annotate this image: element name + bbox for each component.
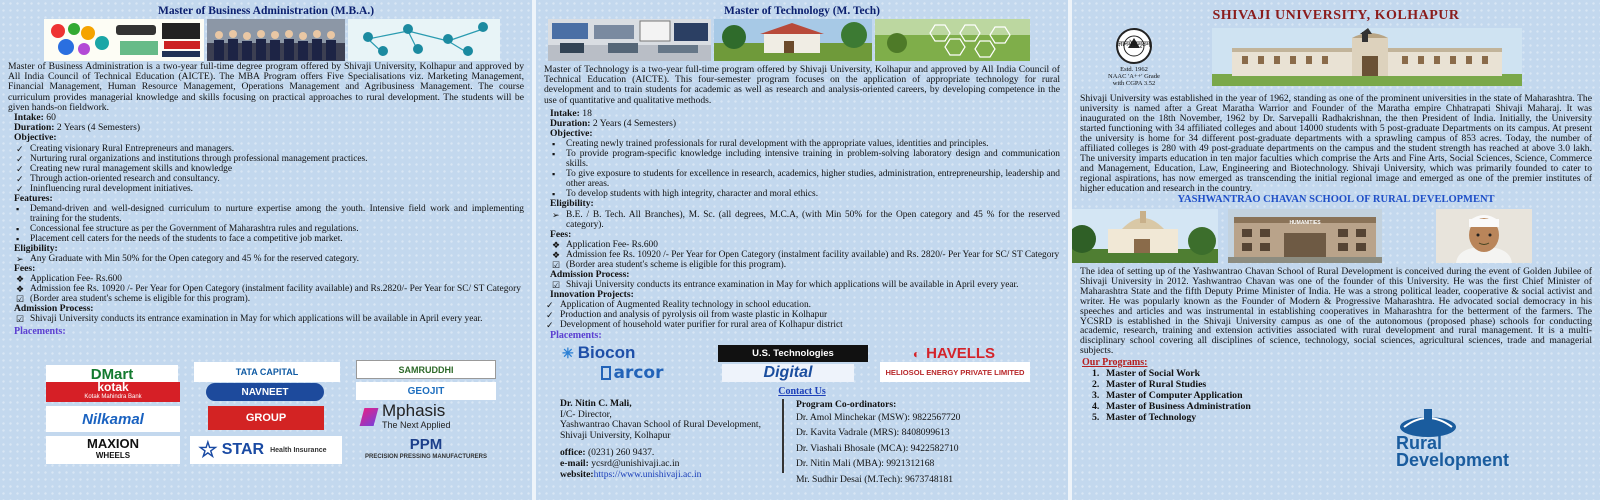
seal-estd: Estd. 1962	[1120, 66, 1148, 73]
mba-feature-text: Placement cell caters for the needs of the students to face a competitive job market.	[30, 233, 343, 244]
diamond-bullet-icon: ❖	[552, 239, 561, 250]
mtech-intake-value: 18	[582, 107, 592, 119]
mba-intake-value: 60	[46, 112, 56, 124]
seal-text	[1086, 66, 1182, 87]
list-item	[16, 153, 524, 164]
mtech-objective-text: Creating newly trained professionals for rural development with the appropriate values, identities and principles.	[566, 139, 989, 150]
kotak-logo	[46, 382, 180, 402]
ppm-logo-subtext: PRECISION PRESSING MANUFACTURERS	[364, 454, 487, 460]
mtech-green-house-photo	[714, 19, 872, 61]
mba-photo-row	[0, 19, 532, 61]
mtech-intake-label: Intake:	[550, 107, 580, 119]
navneet-logo: NAVNEET	[206, 383, 324, 401]
mba-students-group-photo	[207, 19, 345, 61]
mtech-duration	[536, 119, 1068, 129]
mba-objective-text: Nurturing rural organizations and institutions through professional management practices.	[30, 153, 368, 164]
list-item	[552, 209, 1060, 230]
havells-logo	[880, 345, 1028, 362]
mba-fees-label: Fees:	[14, 263, 36, 275]
list-item	[16, 233, 524, 244]
mtech-objectives-list	[536, 139, 1068, 199]
mba-intake-label: Intake:	[14, 112, 44, 124]
mba-fees-heading	[0, 264, 532, 274]
contact-office-value: (0231) 260 9437.	[587, 447, 655, 459]
mtech-fees-label: Fees:	[550, 228, 572, 240]
contact-role: I/C- Director,	[560, 408, 612, 420]
mtech-innovation-list	[536, 300, 1068, 330]
list-item	[16, 183, 524, 194]
university-seal	[1086, 28, 1182, 88]
mtech-panel	[536, 0, 1068, 500]
school-heading: YASHWANTRAO CHAVAN SCHOOL OF RURAL DEVELOPMENT	[1177, 194, 1495, 205]
mba-placements-heading: Placements:	[14, 326, 66, 338]
mtech-lab-photo	[548, 19, 711, 61]
mba-admission-label: Admission Process:	[14, 303, 94, 315]
mtech-admission-label: Admission Process:	[550, 268, 630, 280]
mphasis-logo	[356, 402, 496, 434]
mtech-fee-text: Admission fee Rs. 10920 /- Per Year for Open Category (instalment facility available) and Rs. 2820/- Per Year for SC/ ST Category	[566, 249, 1060, 260]
list-item	[16, 314, 524, 325]
check-icon: ✓	[16, 153, 24, 164]
mtech-eligibility-text: B.E. / B. Tech. All Branches), M. Sc. (all degrees, M.C.A, (with Min 50% for the Open category and 45 % for the reserved category).	[566, 209, 1060, 230]
list-item	[16, 173, 524, 184]
mtech-title: Master of Technology (M. Tech)	[724, 5, 880, 17]
list-item	[16, 223, 524, 234]
mtech-duration-label: Duration:	[550, 118, 591, 130]
mba-fee-text: Application Fee- Rs.600	[30, 274, 122, 285]
university-title: SHIVAJI UNIVERSITY, KOLHAPUR	[1212, 8, 1460, 23]
mtech-fee-text: (Border area student's scheme is eligible for this program).	[566, 259, 787, 270]
programs-heading: Our Programs:	[1082, 357, 1148, 369]
check-icon: ✓	[16, 183, 24, 194]
mba-objective-text: Creating new rural management skills and knowledge	[30, 163, 233, 174]
check-icon: ✓	[546, 320, 554, 331]
list-item	[552, 139, 1060, 150]
havells-mark-icon: ◐	[912, 346, 921, 361]
check-icon: ✓	[546, 310, 554, 321]
mba-admission-list	[0, 314, 532, 324]
list-item	[552, 259, 1060, 270]
mtech-photo-row	[536, 19, 1068, 61]
check-icon: ✓	[16, 173, 24, 184]
contact-columns	[536, 399, 1068, 487]
program-name: Master of Computer Application	[1106, 390, 1243, 402]
university-history-text: Shivaji University was established in the year of 1962, standing as one of the prominent universities in the state of Maharashtra. The university is named after a Great Maratha Warrior and Founder of the Maratha empire Chhatrapati Shivaji Maharaj. It was inaugurated on the 18th November, 1962 by Dr. Sarvepalli Radhakrishnan, the then President of India. Initially, the University started functioning with 34 affiliated colleges and about 14000 students with 5 post-graduate Departments on its campus. At present the university is home for 34 different post-graduate departments with a sprawling campus of 853 acres. Today, the number of affiliated colleges is 280 with 49 post-graduate departments on the campus and the student strength has reached at above 3.0 lakh. The university imparts education in ten major faculties which comprise the Arts and Fine Arts, Social Sciences, Science, Commerce and Management, Education, Law, Engineering and Biotechnology. Shivaji University, which was primarily founded to cater to regional aspirations, has now emerged as transcending the initial regional image and emerged as one of the premier institutes of higher education and research in the country.	[1080, 93, 1592, 194]
biocon-logo-text: Biocon	[577, 344, 636, 362]
list-item	[552, 149, 1060, 170]
mba-feature-text: Demand-driven and well-designed curriculum to nurture expertise among the youth. Intensive field work and implementing training for the students.	[30, 203, 524, 224]
dmart-logo: DMart	[46, 365, 178, 383]
mphasis-mark-icon	[360, 408, 379, 426]
mba-eligibility-heading	[0, 244, 532, 254]
list-item	[16, 143, 524, 154]
program-name: Master of Technology	[1106, 412, 1197, 424]
mtech-innovation-label: Innovation Projects:	[550, 289, 634, 301]
program-number: 2.	[1092, 379, 1100, 391]
mtech-admission-text: Shivaji University conducts its entrance examination in May for which applications will be available in April every year.	[566, 280, 1019, 291]
list-item	[16, 294, 524, 305]
mba-intro-text: Master of Business Administration is a two-year full-time degree program offered by Shivaji University, Kolhapur and approved by All India Council of Technical Education (AICTE). The MBA Program offers Five Specialisations viz. Marketing Management, Financial Management, Human Resource Management, Operations Management and Agribusiness Management. The course curriculum provides managerial knowledge and skills focusing on practical approaches to rural development. The students will be given hands-on fieldwork.	[8, 61, 524, 113]
contact-university: Shivaji University, Kolhapur	[560, 429, 671, 441]
mba-objective-label: Objective:	[14, 132, 57, 144]
arcor-logo	[562, 364, 702, 382]
contact-office-label: office:	[560, 447, 586, 459]
mtech-innovation-text: Production and analysis of pyrolysis oil from waste plastic in Kolhapur	[560, 310, 828, 321]
mtech-placements-heading: Placements:	[550, 330, 602, 342]
checkbox-icon: ☑	[552, 259, 561, 270]
havells-logo-text: HAVELLS	[926, 345, 996, 362]
contact-director	[536, 399, 782, 487]
mba-eligibility-label: Eligibility:	[14, 242, 58, 254]
logo-rural-text: Rural	[1396, 433, 1443, 453]
ppm-logo	[354, 438, 498, 464]
star-logo-subtext: Health Insurance	[270, 446, 327, 454]
mtech-agri-tech-photo	[875, 19, 1030, 61]
mtech-objective-text: To develop students with high integrity, character and moral ethics.	[566, 189, 819, 200]
list-item	[552, 169, 1060, 190]
coordinator-item: Dr. Kavita Vadrale (MRS): 8408099613	[796, 427, 950, 439]
mtech-innovation-text: Development of household water purifier for rural area of Kolhapur district	[560, 320, 843, 331]
mba-features-list	[0, 204, 532, 244]
geojit-logo: GEOJIT	[356, 382, 496, 400]
samruddhi-logo: SAMRUDDHI	[356, 360, 496, 379]
rural-development-logo	[1378, 405, 1568, 477]
mba-eligibility-list	[0, 254, 532, 264]
mba-objectives-list	[0, 144, 532, 194]
mtech-fee-text: Application Fee- Rs.600	[566, 239, 658, 250]
arcor-logo-text: arcor	[613, 364, 664, 382]
mtech-objective-heading	[536, 129, 1068, 139]
list-item	[552, 189, 1060, 200]
program-item[interactable]	[1092, 379, 1600, 390]
nilkamal-logo: Nilkamal	[46, 406, 180, 432]
program-name: Master of Business Administration	[1106, 401, 1251, 413]
coordinator-item: Dr. Nitin Mali (MBA): 9921312168	[796, 458, 935, 470]
mba-management-collage-photo	[44, 19, 204, 61]
program-coordinators	[784, 399, 960, 487]
seal-motto: ज्ञानमेवामृतम्	[1117, 40, 1151, 48]
mtech-eligibility-list	[536, 210, 1068, 230]
contact-school: Yashwantrao Chavan School of Rural Development,	[560, 419, 761, 431]
school-description-text: The idea of setting up of the Yashwantrao Chavan School of Rural Development is conceived during the event of Golden Jubilee of Shivaji University in 2012. Yashwantrao Chavan was one of the founder of this University. He was the first Chief Minister of Maharashtra State and the fifth Deputy Prime Minister of India. He was a strong political leader, cooperative & social activist and writer. He was popularly known as the Founder of Modern & Progressive Maharashtra. He advocated social democracy in his speeches and articles and was instrumental in establishing cooperatives in Maharashtra for the betterment of the farmers. The YCSRD is established in the Shivaji University campus as one of the autonomous (proposed phase) schools for conducting academic, research, training and extension activities associated with rural development and rural management. It is a multi-disciplinary school covering all disciplines of science, technology, social sciences, agricultural sciences, trade and managerial subjects.	[1080, 266, 1592, 357]
square-bullet-icon: ▪	[552, 149, 556, 160]
university-building-photo	[1212, 28, 1522, 86]
arrow-bullet-icon: ➢	[552, 209, 560, 220]
list-item	[552, 249, 1060, 260]
kotak-logo-text: kotak	[97, 382, 129, 394]
diamond-bullet-icon: ❖	[16, 274, 25, 285]
group-logo: GROUP	[208, 406, 324, 430]
mtech-intro-text: Master of Technology is a two-year full-time program offered by Shivaji University, Kolhapur and approved by All India Council of Technical Education (AICTE). This four-semester program focuses on the application of appropriate technology for rural development and to train students for academic as well as research and analysis-oriented careers, by developing competence in the use of quantitative and qualitative methods.	[544, 64, 1060, 106]
program-number: 4.	[1092, 401, 1100, 413]
list-item	[16, 203, 524, 224]
logo-development-text: Development	[1396, 450, 1510, 470]
rural-development-logo-text	[1396, 435, 1509, 469]
list-item	[546, 310, 1060, 321]
mtech-innovation-heading	[536, 290, 1068, 300]
mtech-admission-list	[536, 280, 1068, 290]
program-item[interactable]	[1092, 390, 1600, 401]
mba-title: Master of Business Administration (M.B.A.)	[157, 5, 375, 17]
mba-admission-text: Shivaji University conducts its entrance examination in May for which applications will be available in April every year.	[30, 314, 483, 325]
mba-network-people-photo	[348, 19, 500, 61]
tata-capital-logo: TATA CAPITAL	[194, 362, 340, 382]
square-bullet-icon: ▪	[16, 203, 20, 214]
mphasis-logo-text: Mphasis	[382, 402, 446, 420]
program-number: 5.	[1092, 412, 1100, 424]
mba-duration-label: Duration:	[14, 122, 55, 134]
mphasis-logo-subtext: The Next Applied	[382, 420, 451, 430]
checkbox-icon: ☑	[16, 294, 25, 305]
check-icon: ✓	[16, 163, 24, 174]
program-number: 3.	[1092, 390, 1100, 402]
mtech-fees-list	[536, 240, 1068, 270]
mtech-admission-heading	[536, 270, 1068, 280]
list-item	[552, 280, 1060, 291]
square-bullet-icon: ▪	[16, 233, 20, 244]
coordinator-item: Mr. Sudhir Desai (M.Tech): 9673748181	[796, 473, 954, 485]
mtech-objective-text: To provide program-specific knowledge including intensive training in problem-solving laboratory design and communication skills.	[566, 149, 1060, 170]
list-item	[546, 300, 1060, 311]
program-name: Master of Rural Studies	[1106, 379, 1207, 391]
coordinators-heading: Program Co-ordinators:	[796, 399, 897, 410]
maxion-wheels-logo	[46, 436, 180, 464]
square-bullet-icon: ▪	[552, 189, 556, 200]
seal-cgpa: with CGPA 3.52	[1112, 80, 1156, 87]
mba-objective-text: Creating visionary Rural Entrepreneurs and managers.	[30, 143, 235, 154]
maxion-logo-subtext: WHEELS	[95, 451, 131, 460]
check-icon: ✓	[16, 143, 24, 154]
contact-email-label: e-mail:	[560, 457, 589, 469]
mba-fees-list	[0, 274, 532, 304]
heliosol-logo: HELIOSOL ENERGY PRIVATE LIMITED	[880, 362, 1030, 382]
diamond-bullet-icon: ❖	[16, 284, 25, 295]
coordinator-item: Dr. Amol Minchekar (MSW): 9822567720	[796, 412, 961, 423]
program-item[interactable]	[1092, 368, 1600, 379]
mba-fee-text: (Border area student's scheme is eligible for this program).	[30, 294, 251, 305]
check-icon: ✓	[546, 300, 554, 311]
list-item	[16, 254, 524, 265]
mtech-objective-text: To give exposure to students for excellence in research, academics, higher studies, administration, entrepreneurship, leadership and other areas.	[566, 169, 1060, 190]
university-header-images	[1072, 26, 1600, 90]
diamond-bullet-icon: ❖	[552, 249, 561, 260]
mba-fee-text: Admission fee Rs. 10920 /- Per Year for Open Category (instalment facility available) and Rs.2820/- Per Year for SC/ ST Category	[30, 284, 521, 295]
mba-objective-text: Ininfluencing rural development initiatives.	[30, 183, 193, 194]
mba-feature-text: Concessional fee structure as per the Government of Maharashtra rules and regulations.	[30, 223, 359, 234]
contact-email-link[interactable]: ycsrd@unishivaji.ac.in	[591, 457, 680, 469]
list-item	[16, 274, 524, 285]
star-icon: ☆	[198, 437, 218, 462]
mba-features-label: Features:	[14, 192, 53, 204]
contact-website	[560, 470, 782, 481]
star-health-logo	[190, 436, 342, 464]
mtech-objective-label: Objective:	[550, 128, 593, 140]
humanities-building-photo	[1228, 209, 1382, 263]
ppm-logo-text: PPM	[409, 438, 443, 453]
school-photo-row	[1072, 209, 1600, 265]
mba-duration-value: 2 Years (4 Semesters)	[56, 122, 141, 134]
mba-objective-text: Through action-oriented research and consultancy.	[30, 173, 220, 184]
maxion-logo-text: MAXION	[87, 436, 139, 451]
seal-naac: NAAC 'A++' Grade	[1108, 73, 1160, 80]
mtech-fees-heading	[536, 230, 1068, 240]
mba-panel	[0, 0, 532, 500]
yashwantrao-chavan-portrait	[1436, 209, 1532, 263]
biocon-logo	[562, 344, 712, 362]
mba-objective-heading	[0, 133, 532, 143]
list-item	[16, 163, 524, 174]
contact-name: Dr. Nitin C. Mali,	[560, 398, 632, 409]
mtech-eligibility-heading	[536, 199, 1068, 209]
square-bullet-icon: ▪	[16, 223, 20, 234]
mtech-eligibility-label: Eligibility:	[550, 198, 594, 210]
square-bullet-icon: ▪	[552, 169, 556, 180]
biocon-mark-icon: ✳	[562, 344, 574, 361]
mtech-innovation-text: Application of Augmented Reality technology in school education.	[560, 300, 811, 311]
mtech-duration-value: 2 Years (4 Semesters)	[592, 118, 677, 130]
coordinator-item: Dr. Viashali Bhosale (MCA): 9422582710	[796, 442, 959, 454]
kotak-logo-subtext: Kotak Mahindra Bank	[84, 394, 142, 400]
checkbox-icon: ☑	[16, 314, 25, 325]
square-bullet-icon: ▪	[552, 139, 556, 150]
program-number: 1.	[1092, 368, 1100, 380]
list-item	[546, 320, 1060, 331]
star-logo-text: STAR	[221, 441, 265, 458]
program-name: Master of Social Work	[1106, 368, 1201, 380]
university-panel	[1072, 0, 1600, 500]
us-technologies-logo: U.S. Technologies	[718, 345, 868, 362]
digital-logo: Digital	[722, 364, 854, 382]
mba-features-heading	[0, 194, 532, 204]
school-campus-photo	[1072, 209, 1218, 263]
mba-duration	[0, 123, 532, 133]
arrow-bullet-icon: ➢	[16, 254, 24, 265]
contact-section	[536, 382, 1068, 487]
humanities-sign: HUMANITIES	[1289, 220, 1321, 226]
contact-website-label: website:	[560, 468, 594, 480]
mba-admission-heading	[0, 304, 532, 314]
list-item	[552, 239, 1060, 250]
contact-website-link[interactable]: https://www.unishivaji.ac.in	[593, 468, 702, 480]
checkbox-icon: ☑	[552, 280, 561, 291]
contact-heading: Contact Us	[778, 386, 826, 397]
arcor-mark-icon	[601, 366, 611, 380]
list-item	[16, 284, 524, 295]
mba-eligibility-text: Any Graduate with Min 50% for the Open category and 45 % for the reserved category.	[30, 254, 359, 265]
